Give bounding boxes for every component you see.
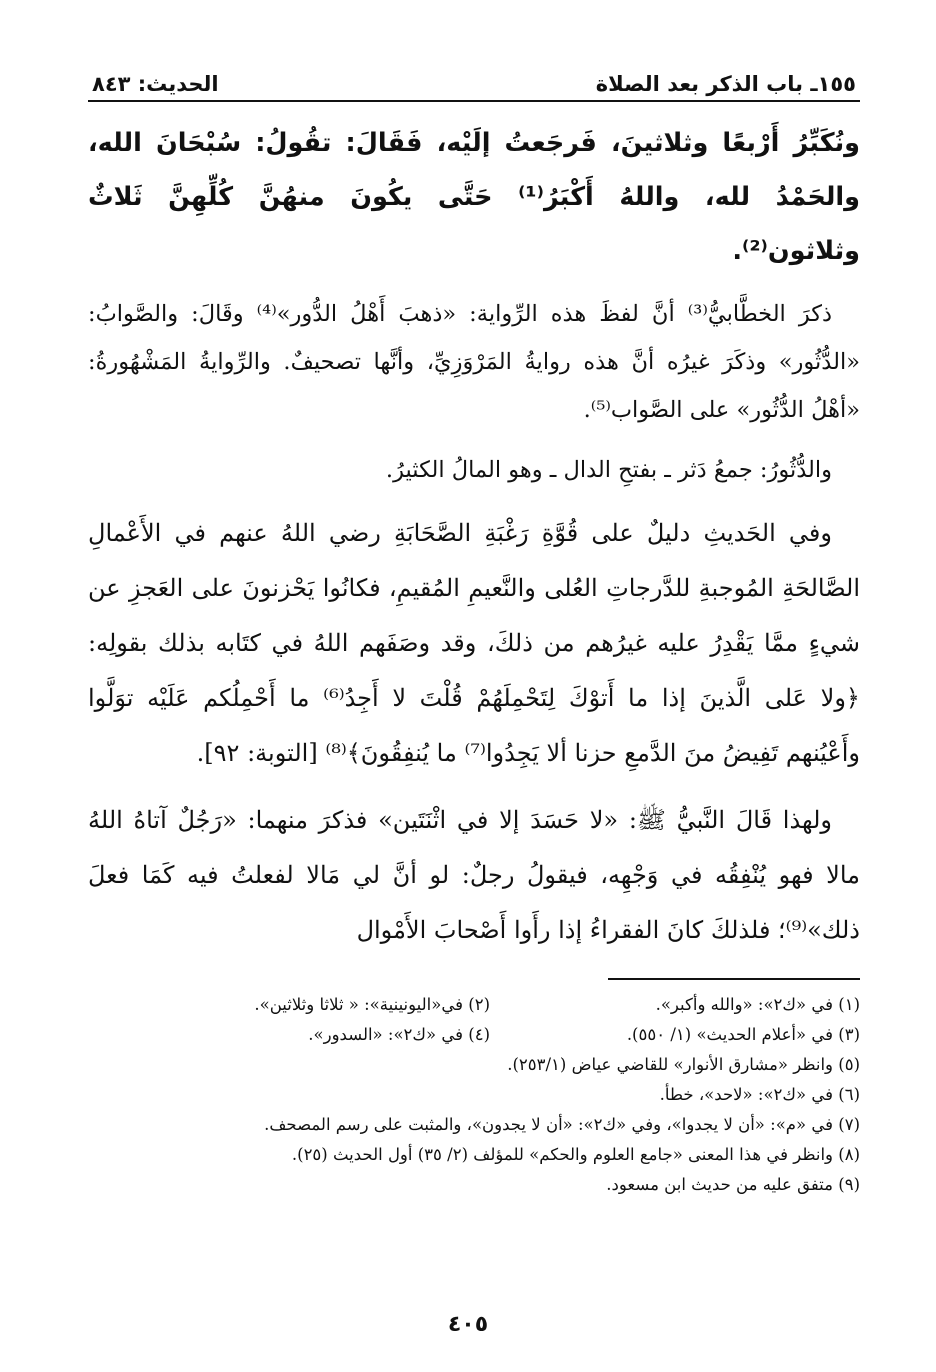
paragraph-duthur: والدُّثُورُ: جمعُ دَثر ـ بفتحِ الدال ـ وهو المالُ الكثيرُ.	[385, 457, 832, 483]
footnote-separator	[608, 978, 860, 980]
page-number: ٤٠٥	[447, 1312, 489, 1337]
running-header	[88, 58, 860, 102]
footnote-7: (٧) في «م»: «أن لا يجدوا»، وفي «ك٢»: «أن لا يجدون»، والمثبت على رسم المصحف.	[264, 1115, 860, 1134]
footnote-2: (٢) في«اليونينية»: « ثلاثا وثلاثين».	[254, 995, 490, 1014]
book-page	[88, 58, 860, 1200]
footnotes	[88, 990, 860, 1200]
main-text	[88, 116, 860, 958]
hadith-text: ونُكَبِّرُ أَرْبعًا وثلاثينَ، فَرجَعتُ إلَيْه، فَقَالَ: تقُولُ: سُبْحَانَ الله، والحَمْدُ لله، واللهُ أَكْبَرُ⁽¹⁾ حَتَّى يكُونَ منهُنَّ كُلِّهِنَّ ثَلاثٌ وثلاثون⁽²⁾.	[88, 128, 860, 266]
paragraph-commentary: وفي الحَديثِ دليلٌ على قُوَّةِ رَغْبَةِ الصَّحَابَةِ رضي اللهُ عنهم في الأَعْمالِ الصَّالحَةِ المُوجبةِ للدَّرجاتِ العُلى والنَّعيمِ المُقيمِ، فكانُوا يَحْزنونَ على العَجزِ عن شيءٍ ممَّا يَقْدِرُ عليه غيرُهم من ذلكَ، وقد وصَفَهم اللهُ في كتَابه بذلك بقولِه: ﴿ولا عَلى الَّذينَ إذا ما أَتوْكَ لِتَحْمِلَهُمْ قُلْتَ لا أَجِدُ⁽⁶⁾ ما أَحْمِلُكم عَلَيْه توَلَّوا وأَعْيُنهم تَفِيضُ منَ الدَّمعِ حزنا ألا يَجِدُوا⁽⁷⁾ ما يُنفِقُونَ﴾⁽⁸⁾ [التوبة: ٩٢].	[88, 519, 860, 767]
footnote-row	[88, 990, 860, 1020]
chapter-title: ١٥٥ـ باب الذكر بعد الصلاة	[595, 72, 856, 96]
footnote-3: (٣) في «أعلام الحديث» (١/ ٥٥٠).	[626, 1025, 860, 1044]
footnote-9: (٩) متفق عليه من حديث ابن مسعود.	[606, 1175, 860, 1194]
footnote-6: (٦) في «ك٢»: «لاحد»، خطأ.	[659, 1085, 860, 1104]
hadith-number: الحديث: ٨٤٣	[92, 72, 219, 96]
footnote-5: (٥) وانظر «مشارق الأنوار» للقاضي عياض (٢٥٣/١).	[507, 1055, 860, 1074]
paragraph-hasad: ولهذا قَالَ النَّبيُّ ﷺ: «لا حَسَدَ إلا في اثْنَتَين» فذكرَ منهما: «رَجُلٌ آتاهُ اللهُ مالا فهو يُنْفِقُه في وَجْهِه، فيقولُ رجلٌ: لو أنَّ لي مَالا لفعلتُ فيه كَمَا فعلَ ذلك»⁽⁹⁾؛ فلذلكَ كانَ الفقراءُ إذا رأَوا أَصْحابَ الأَمْوال	[88, 806, 860, 944]
footnote-row	[88, 1020, 860, 1050]
footnote-1: (١) في «ك٢»: «والله وأكبر».	[655, 995, 860, 1014]
footnote-8: (٨) وانظر في هذا المعنى «جامع العلوم والحكم» للمؤلف (٢/ ٣٥) أول الحديث (٢٥).	[291, 1145, 860, 1164]
paragraph-khattabi: ذكرَ الخطَّابيُّ⁽³⁾ أنَّ لفظَ هذه الرِّواية: «ذهبَ أَهْلُ الدُّور»⁽⁴⁾ وقَالَ: والصَّوابُ: «الدُّثُور» وذكَرَ غيرُه أنَّ هذه روايةُ المَرْوَزِيِّ، وأنَّها تصحيفٌ. والرِّوايةُ المَشْهُورةُ: «أهْلُ الدُّثُور» على الصَّواب⁽⁵⁾.	[88, 301, 860, 423]
footnote-4: (٤) في «ك٢»: «السدور».	[308, 1025, 490, 1044]
